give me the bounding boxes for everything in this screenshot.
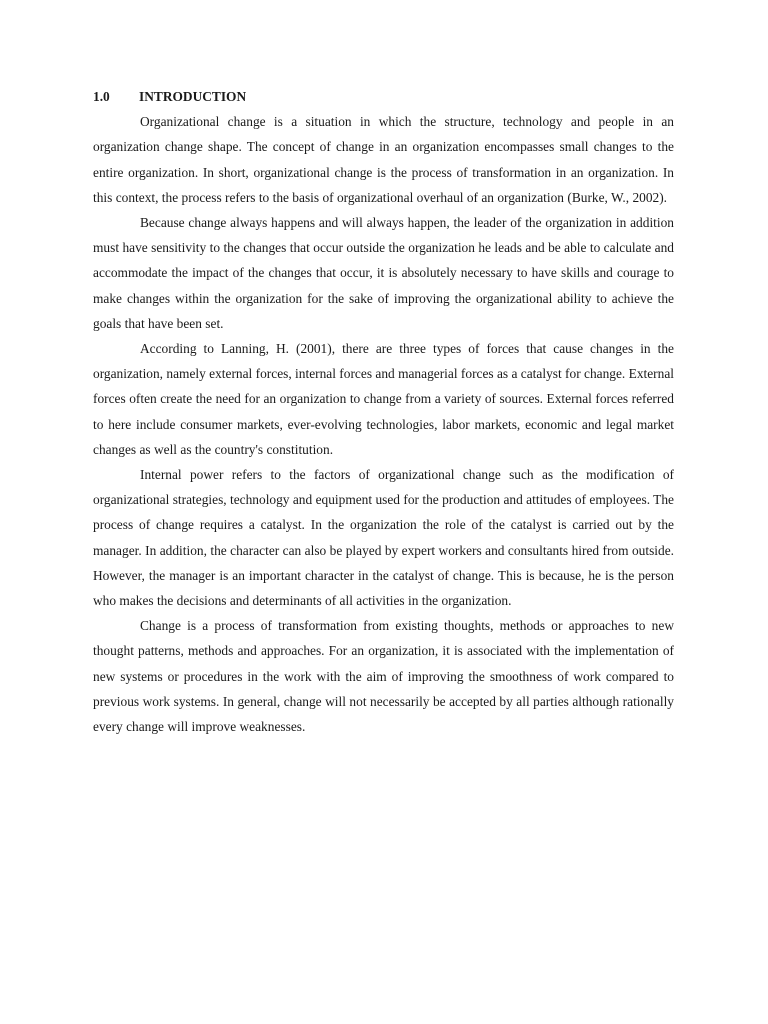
- paragraph: Change is a process of transformation from existing thoughts, methods or approaches to new thought patterns, methods and approaches. For an organization, it is associated with the implementation of new systems or procedures in the work with the aim of improving the smoothness of work compared to previous work systems. In general, change will not necessarily be accepted by all parties although rationally every change will improve weaknesses.: [93, 618, 674, 735]
- paragraph: According to Lanning, H. (2001), there are three types of forces that cause changes in the organization, namely external forces, internal forces and managerial forces as a catalyst for change. External forces often create the need for an organization to change from a variety of sources. External forces referred to here include consumer markets, ever-evolving technologies, labor markets, economic and legal market changes as well as the country's constitution.: [93, 341, 674, 457]
- paragraph: Internal power refers to the factors of organizational change such as the modification of organizational strategies, technology and equipment used for the production and attitudes of employees. The process of change requires a catalyst. In the organization the role of the catalyst is carried out by the manager. In addition, the character can also be played by expert workers and consultants hired from outside. However, the manager is an important character in the catalyst of change. This is because, he is the person who makes the decisions and determinants of all activities in the organization.: [93, 467, 674, 609]
- section-title: INTRODUCTION: [139, 89, 247, 104]
- paragraph: Because change always happens and will always happen, the leader of the organization in addition must have sensitivity to the changes that occur outside the organization he leads and be able to calculate and accommodate the impact of the changes that occur, it is absolutely necessary to have skills and courage to make changes within the organization for the sake of improving the organizational ability to achieve the goals that have been set.: [93, 215, 674, 331]
- document-body: [93, 84, 674, 739]
- section-heading: [93, 84, 674, 109]
- section-number: 1.0: [93, 89, 110, 104]
- paragraph: Organizational change is a situation in which the structure, technology and people in an organization change shape. The concept of change in an organization encompasses small changes to the entire organization. In short, organizational change is the process of transformation in an organization. In this context, the process refers to the basis of organizational overhaul of an organization (Burke, W., 2002).: [93, 114, 674, 205]
